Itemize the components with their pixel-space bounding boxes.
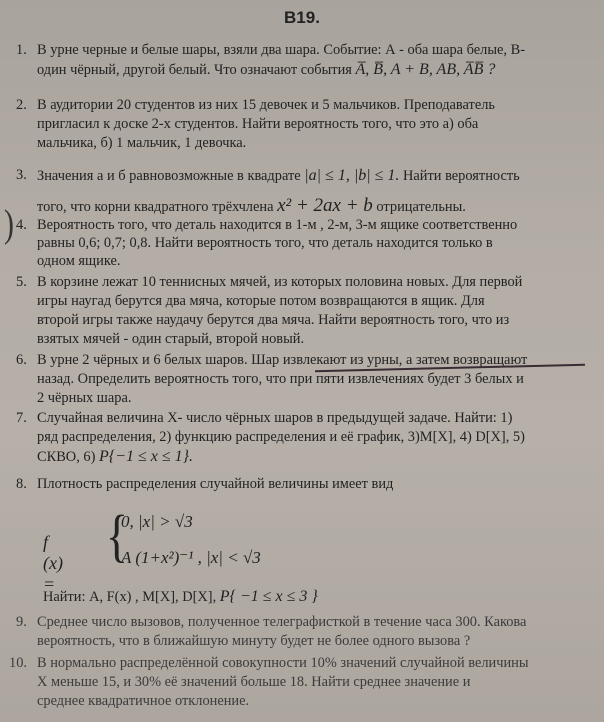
problem-4-line-2: равны 0,6; 0,7; 0,8. Найти вероятность того, что деталь находится только в: [37, 235, 493, 251]
problem-2-line-1: В аудитории 20 студентов из них 15 девочек и 5 мальчиков. Преподаватель: [37, 97, 495, 113]
formula-case-2-text: A (1+x²)⁻¹ , |x| < √3: [121, 548, 261, 567]
problem-5-line-4: взятых мячей - один старый, второй новый.: [37, 331, 305, 347]
problem-1-line-2: [37, 61, 495, 79]
problem-6-line-2: назад. Определить вероятность того, что при пяти извлечениях будет 3 белых и: [37, 371, 524, 387]
problem-6-line-3: 2 чёрных шара.: [37, 390, 132, 406]
problem-7-line-2: ряд распределения, 2) функцию распределения и её график, 3)M[X], 4) D[X], 5): [37, 429, 525, 445]
problem-3-text-d: отрицательны.: [376, 199, 466, 215]
problem-9-line-2: вероятность, что в ближайшую минуту будет не более одного вызова ?: [37, 633, 471, 649]
problem-10-number: 10.: [9, 655, 27, 671]
problem-3-text-b: Найти вероятность: [403, 168, 520, 184]
problem-5-number: 5.: [16, 274, 27, 290]
problem-5-line-2: игры наугад берутся два мяча, которые потом возвращаются в ящик. Для: [37, 293, 485, 309]
formula-case-2: [121, 548, 261, 568]
problem-6-number: 6.: [16, 352, 27, 368]
problem-3-square-math: |a| ≤ 1, |b| ≤ 1.: [304, 167, 400, 184]
problem-7-line-3: [37, 448, 193, 466]
problem-3-text-a: Значения а и б равновозможные в квадрате: [37, 168, 301, 184]
problem-1-text: один чёрный, другой белый. Что означают события: [37, 62, 352, 78]
problem-10-line-3: среднее квадратичное отклонение.: [37, 693, 250, 709]
problem-7-line-1: Случайная величина Х- число чёрных шаров в предыдущей задаче. Найти: 1): [37, 410, 513, 426]
problem-1-number: 1.: [16, 42, 27, 58]
problem-7-number: 7.: [16, 410, 27, 426]
formula-case-1: [121, 512, 193, 532]
problem-10-line-2: Х меньше 15, и 30% её значений больше 18. Найти среднее значение и: [37, 674, 471, 690]
problem-7-probability-math: P{−1 ≤ x ≤ 1}.: [98, 448, 194, 465]
problem-2-line-3: мальчика, б) 1 мальчик, 1 девочка.: [37, 135, 247, 151]
pencil-mark: ): [4, 202, 14, 246]
problem-1-events-math: A̅, B̅, A + B, AB, A̅B̅ ?: [355, 61, 496, 78]
problem-8-find-text: Найти: A, F(x) , M[X], D[X],: [43, 589, 217, 605]
problem-3-trinomial-math: x² + 2ax + b: [277, 195, 373, 216]
problem-3-line-1: [37, 167, 520, 185]
problem-4-line-3: одном ящике.: [37, 253, 121, 269]
problem-3-line-2: [37, 197, 466, 216]
problem-2-number: 2.: [16, 97, 27, 113]
problem-3-text-c: того, что корни квадратного трёхчлена: [37, 199, 274, 215]
page-title: B19.: [284, 8, 320, 27]
problem-8-line-1: Плотность распределения случайной величины имеет вид: [37, 476, 394, 492]
problem-4-line-1: Вероятность того, что деталь находится в 1-м , 2-м, 3-м ящике соответственно: [37, 217, 518, 233]
formula-fx: f (x) =: [43, 532, 63, 594]
problem-8-probability-math: P{ −1 ≤ x ≤ 3 }: [219, 588, 318, 605]
problem-7-text: СКВО, 6): [37, 449, 96, 465]
problem-9-number: 9.: [16, 614, 27, 630]
problem-8-find-line: [43, 588, 318, 606]
problem-3-number: 3.: [16, 167, 27, 183]
problem-2-line-2: пригласил к доске 2-х студентов. Найти вероятность того, что это а) оба: [37, 116, 479, 132]
problem-5-line-1: В корзине лежат 10 теннисных мячей, из которых половина новых. Для первой: [37, 274, 523, 290]
formula-brace: {: [105, 503, 129, 568]
problem-1-line-1: В урне черные и белые шары, взяли два шара. Событие: А - оба шара белые, В-: [37, 42, 525, 58]
problem-9-line-1: Среднее число вызовов, полученное телеграфисткой в течение часа 300. Какова: [37, 614, 527, 630]
problem-6-line-1: В урне 2 чёрных и 6 белых шаров. Шар извлекают из урны, а затем возвращают: [37, 352, 528, 368]
problem-10-line-1: В нормально распределённой совокупности 10% значений случайной величины: [37, 655, 529, 671]
formula-case-1-text: 0, |x| > √3: [121, 512, 193, 531]
problem-5-line-3: второй игры также наудачу берутся два мяча. Найти вероятность того, что из: [37, 312, 510, 328]
problem-8-number: 8.: [16, 476, 27, 492]
problem-4-number: 4.: [16, 217, 27, 233]
